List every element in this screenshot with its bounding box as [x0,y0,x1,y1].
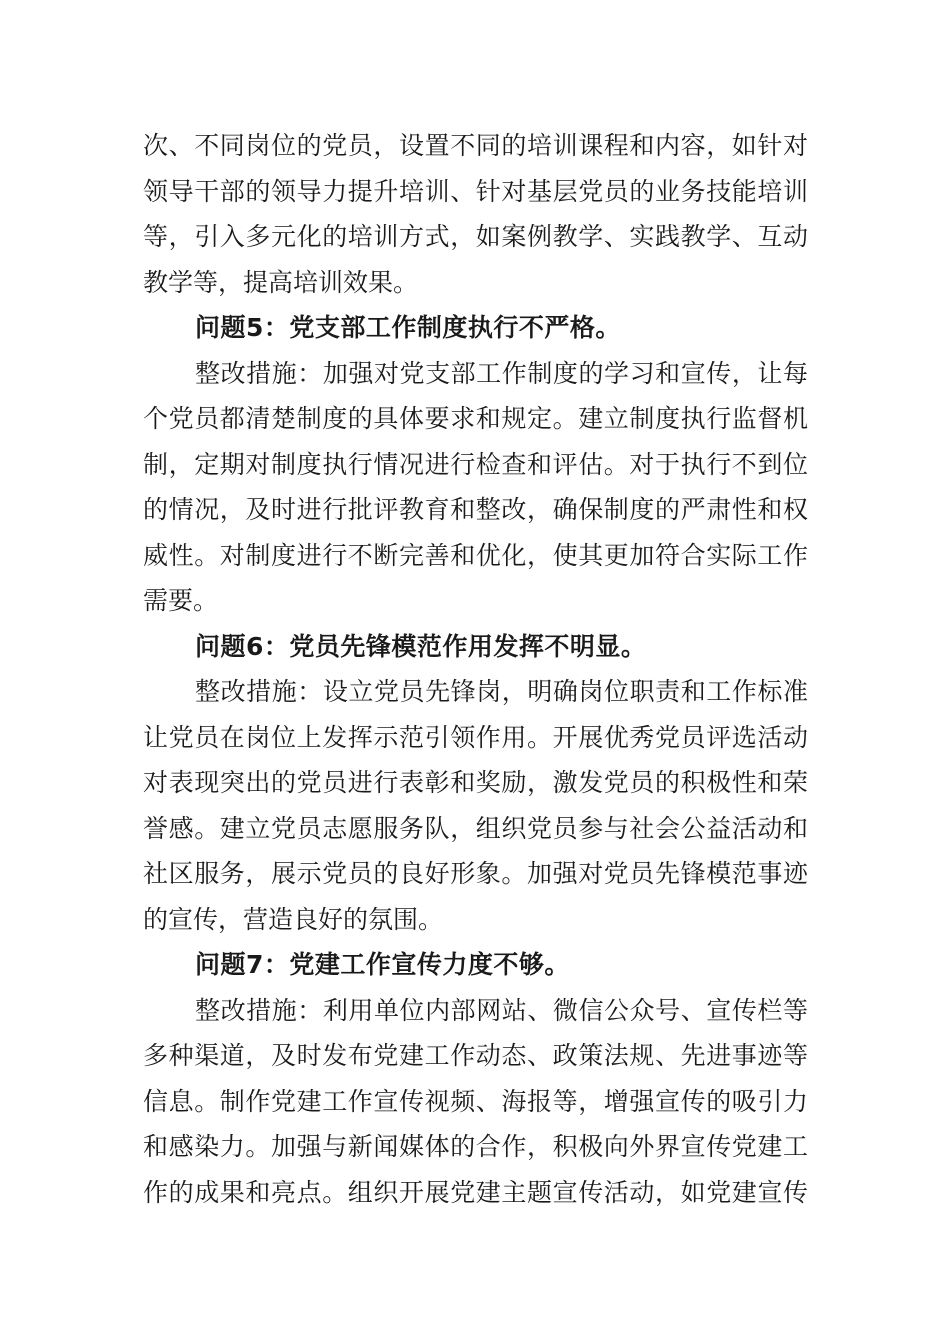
issue-7-heading: 问题7：党建工作宣传力度不够。 [195,950,570,979]
document-body [143,123,808,1215]
paragraph-line: 个党员都清楚制度的具体要求和规定。建立制度执行监督机 [143,404,808,433]
paragraph-line: 对表现突出的党员进行表彰和奖励，激发党员的积极性和荣 [143,768,808,797]
paragraph-line: 整改措施：设立党员先锋岗，明确岗位职责和工作标准 [195,677,808,706]
paragraph-line: 次、不同岗位的党员，设置不同的培训课程和内容，如针对 [143,131,808,160]
paragraph-line: 威性。对制度进行不断完善和优化，使其更加符合实际工作 [143,540,808,570]
paragraph-line: 整改措施：加强对党支部工作制度的学习和宣传，让每 [195,358,808,388]
paragraph-line: 让党员在岗位上发挥示范引领作用。开展优秀党员评选活动 [143,722,808,752]
paragraph-line: 等，引入多元化的培训方式，如案例教学、实践教学、互动 [143,222,808,251]
paragraph-line: 制，定期对制度执行情况进行检查和评估。对于执行不到位 [143,449,808,479]
paragraph-line: 誉感。建立党员志愿服务队，组织党员参与社会公益活动和 [143,813,808,843]
paragraph-line: 社区服务，展示党员的良好形象。加强对党员先锋模范事迹 [143,859,808,888]
paragraph-line: 多种渠道，及时发布党建工作动态、政策法规、先进事迹等 [143,1041,808,1070]
paragraph-line: 需要。 [143,586,219,615]
paragraph-line: 的宣传，营造良好的氛围。 [143,904,444,934]
paragraph-line: 的情况，及时进行批评教育和整改，确保制度的严肃性和权 [143,495,808,524]
paragraph-line: 整改措施：利用单位内部网站、微信公众号、宣传栏等 [195,995,808,1025]
paragraph-line: 信息。制作党建工作宣传视频、海报等，增强宣传的吸引力 [143,1086,808,1116]
paragraph-line: 教学等，提高培训效果。 [143,267,419,297]
issue-6-heading: 问题6：党员先锋模范作用发挥不明显。 [195,631,647,661]
paragraph-line: 作的成果和亮点。组织开展党建主题宣传活动，如党建宣传 [143,1177,808,1207]
paragraph-line: 和感染力。加强与新闻媒体的合作，积极向外界宣传党建工 [143,1132,808,1161]
paragraph-line: 领导干部的领导力提升培训、针对基层党员的业务技能培训 [143,176,808,206]
issue-5-heading: 问题5：党支部工作制度执行不严格。 [195,313,621,342]
